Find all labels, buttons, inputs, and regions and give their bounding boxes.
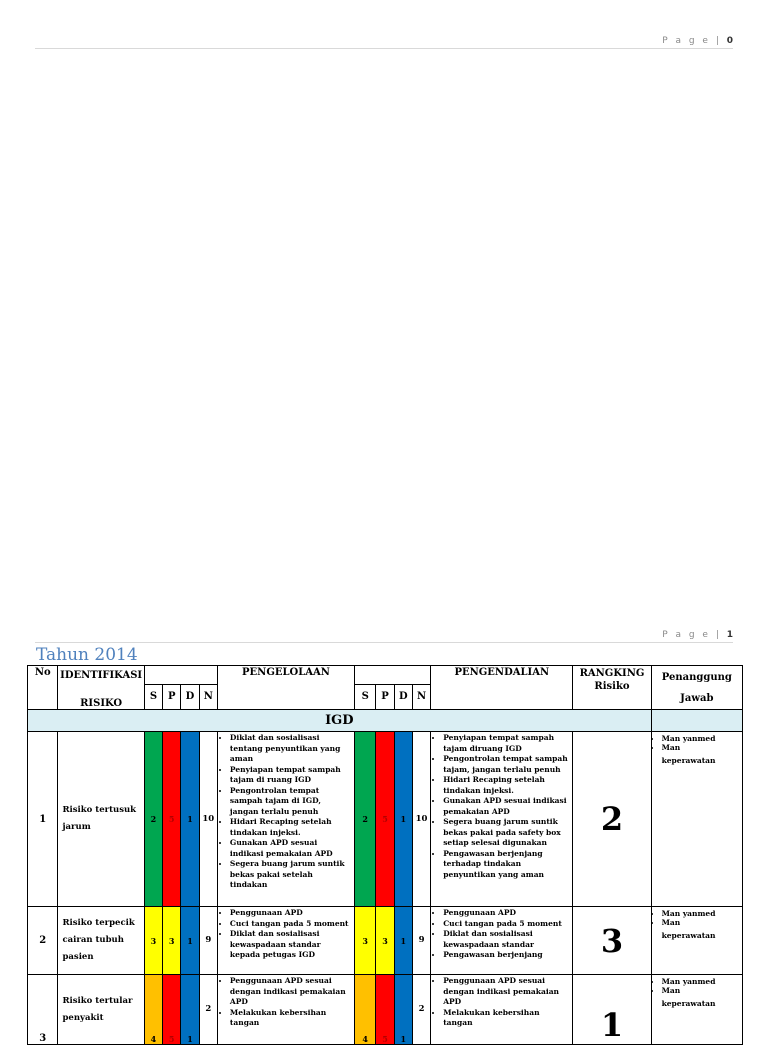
page-1-header: P a g e | 1 (662, 630, 733, 640)
risk-rank: 2 (573, 732, 651, 907)
score-s-2: 2 (355, 732, 376, 907)
header-d: D (181, 684, 199, 709)
header-penanggung-jawab (651, 666, 742, 710)
score-s: 2 (144, 732, 162, 907)
pengendalian-list (431, 908, 572, 961)
list-item: • Man yanmed (662, 908, 740, 919)
pengelolaan-list (218, 908, 354, 961)
header-rangking: RANGKING Risiko (573, 666, 651, 710)
page-number: 0 (726, 36, 733, 46)
risk-table (27, 665, 743, 1045)
score-n: 9 (199, 907, 217, 975)
score-p-2: 3 (376, 907, 394, 975)
score-d-2: 1 (394, 907, 412, 975)
list-item: • Penyiapan tempat sampah tajam di ruang IGD (230, 765, 352, 786)
pengelolaan-cell (217, 732, 354, 907)
score-n-2: 2 (412, 975, 430, 1045)
header-identifikasi: IDENTIFIKASI (58, 666, 144, 685)
year-title: Tahun 2014 (36, 645, 138, 665)
penanggung-jawab-list (652, 908, 742, 944)
list-item: • Man yanmed (662, 733, 740, 744)
score-p: 5 (163, 732, 181, 907)
list-item: • Penggunaan APD (443, 908, 570, 919)
header-risiko: RISIKO (58, 684, 144, 709)
score-n-2: 10 (412, 732, 430, 907)
row-no: 3 (28, 975, 58, 1045)
list-item: • Hidari Recaping setelah tindakan injeksi. (230, 817, 352, 838)
list-item: • Diklat dan sosialisasi kewaspadaan standar kepada petugas IGD (230, 929, 352, 961)
header-jawab: Jawab (680, 693, 714, 704)
score-d: 1 (181, 732, 199, 907)
list-item: • Man (662, 744, 740, 752)
pengendalian-list (431, 733, 572, 880)
header-d-2: D (394, 684, 412, 709)
risk-identification: Risiko tertular penyakit (58, 975, 144, 1045)
list-item: • Hidari Recaping setelah tindakan injeksi. (443, 775, 570, 796)
penanggung-jawab-cell (651, 907, 742, 975)
list-item: • Pengontrolan tempat sampah tajam, jangan terlalu penuh (443, 754, 570, 775)
pengendalian-cell (431, 907, 573, 975)
header-n-2: N (412, 684, 430, 709)
penanggung-jawab-cell (651, 975, 742, 1045)
table-row (28, 732, 743, 907)
header-p-2: P (376, 684, 394, 709)
risk-rank: 1 (573, 975, 651, 1045)
list-item: • Pengawasan berjenjang terhadap tindakan penyuntikan yang aman (443, 849, 570, 881)
section-igd: IGD (28, 710, 652, 732)
row-no: 2 (28, 907, 58, 975)
page-number: 1 (726, 630, 733, 640)
list-item: • Man (662, 919, 740, 927)
pengendalian-cell (431, 975, 573, 1045)
list-item: • Penggunaan APD (230, 908, 352, 919)
score-n: 10 (199, 732, 217, 907)
pengelolaan-list (218, 733, 354, 891)
risk-identification: Risiko tertusuk jarum (58, 732, 144, 907)
table-row (28, 975, 743, 1045)
header-no: No (28, 666, 58, 710)
page-0-rule (35, 48, 733, 49)
score-s: 3 (144, 907, 162, 975)
score-s-2: 4 (355, 975, 376, 1045)
row-no: 1 (28, 732, 58, 907)
page-0-header: P a g e | 0 (662, 36, 733, 46)
score-n-2: 9 (412, 907, 430, 975)
list-item: • Segera buang jarum suntik bekas pakai setelah tindakan (230, 859, 352, 891)
page-1-rule (35, 642, 733, 643)
header-s-2: S (355, 684, 376, 709)
list-item: • Penyiapan tempat sampah tajam diruang IGD (443, 733, 570, 754)
header-pengendalian: PENGENDALIAN (431, 666, 573, 710)
list-item: keperawatan (661, 756, 716, 765)
list-item: • Gunakan APD sesuai indikasi pemakaian APD (230, 838, 352, 859)
list-item: • Melakukan kebersihan tangan (443, 1008, 570, 1029)
score-p: 5 (163, 975, 181, 1045)
pengelolaan-cell (217, 907, 354, 975)
header-s: S (144, 684, 162, 709)
list-item: • Melakukan kebersihan tangan (230, 1008, 352, 1029)
score-p: 3 (163, 907, 181, 975)
score-s: 4 (144, 975, 162, 1045)
list-item: • Man yanmed (662, 976, 740, 987)
score-s-2: 3 (355, 907, 376, 975)
list-item: • Segera buang jarum suntik bekas pakai pada safety box setiap selesai digunakan (443, 817, 570, 849)
table-row (28, 907, 743, 975)
penanggung-jawab-cell (651, 732, 742, 907)
page-label: P a g e (662, 630, 711, 640)
list-item: • Diklat dan sosialisasi kewaspadaan standar (443, 929, 570, 950)
list-item: • Pengawasan berjenjang (443, 950, 570, 961)
risk-rank: 3 (573, 907, 651, 975)
list-item: • Cuci tangan pada 5 moment (443, 919, 570, 930)
list-item: • Cuci tangan pada 5 moment (230, 919, 352, 930)
page-label: P a g e (662, 36, 711, 46)
list-item: • Man (662, 987, 740, 995)
list-item: • Penggunaan APD sesuai dengan indikasi pemakaian APD (443, 976, 570, 1008)
list-item: keperawatan (661, 999, 716, 1008)
score-p-2: 5 (376, 732, 394, 907)
list-item: • Pengontrolan tempat sampah tajam di IGD, jangan terlalu penuh (230, 786, 352, 818)
pengendalian-list (431, 976, 572, 1029)
score-p-2: 5 (376, 975, 394, 1045)
score-d: 1 (181, 975, 199, 1045)
score-d-2: 1 (394, 732, 412, 907)
score-d: 1 (181, 907, 199, 975)
pengelolaan-cell (217, 975, 354, 1045)
header-score-blank (144, 666, 217, 685)
section-igd-pj (651, 710, 742, 732)
list-item: • Gunakan APD sesuai indikasi pemakaian APD (443, 796, 570, 817)
penanggung-jawab-list (652, 976, 742, 1012)
risk-identification: Risiko terpecik cairan tubuh pasien (58, 907, 144, 975)
header-n: N (199, 684, 217, 709)
header-penanggung: Penanggung (661, 672, 732, 683)
score-n: 2 (199, 975, 217, 1045)
pengelolaan-list (218, 976, 354, 1029)
pengendalian-cell (431, 732, 573, 907)
header-score-blank-2 (355, 666, 431, 685)
list-item: • Diklat dan sosialisasi tentang penyuntikan yang aman (230, 733, 352, 765)
header-pengelolaan: PENGELOLAAN (217, 666, 354, 710)
header-p: P (163, 684, 181, 709)
penanggung-jawab-list (652, 733, 742, 769)
list-item: keperawatan (661, 931, 716, 940)
list-item: • Penggunaan APD sesuai dengan indikasi pemakaian APD (230, 976, 352, 1008)
score-d-2: 1 (394, 975, 412, 1045)
